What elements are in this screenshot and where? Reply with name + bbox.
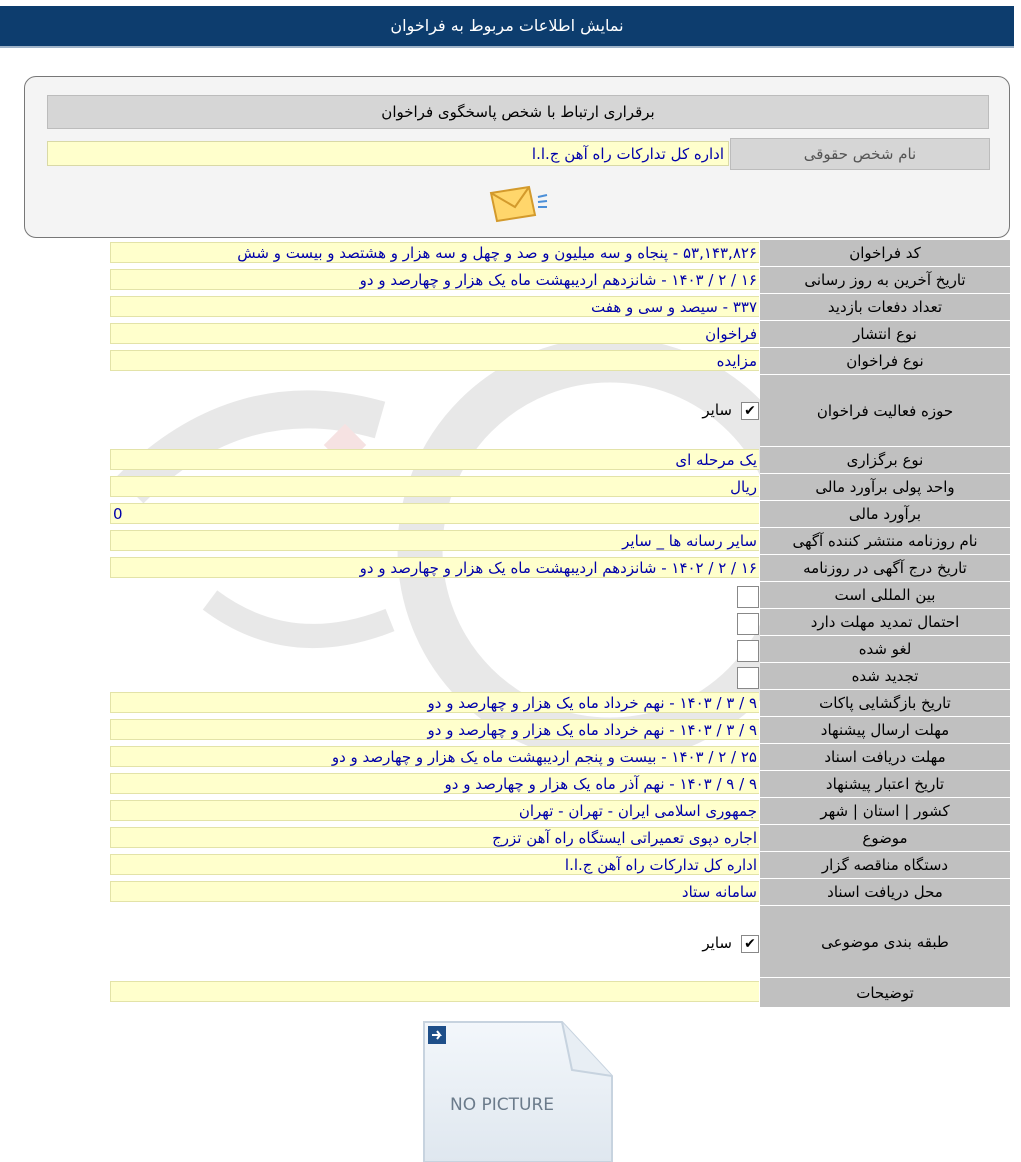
page-header: نمایش اطلاعات مربوط به فراخوان — [0, 6, 1014, 48]
contact-heading: برقراری ارتباط با شخص پاسخگوی فراخوان — [47, 95, 989, 129]
cancelled-checkbox[interactable] — [737, 640, 759, 662]
row-activity — [110, 374, 1010, 446]
row-visits — [110, 293, 1010, 320]
row-location — [110, 797, 1010, 824]
row-code — [110, 239, 1010, 266]
row-currency — [110, 473, 1010, 500]
row-hold-type — [110, 446, 1010, 473]
field-label: طبقه بندی موضوعی — [760, 905, 1010, 977]
row-news-date — [110, 554, 1010, 581]
field-value: ۳۳۷ - سیصد و سی و هفت — [110, 296, 759, 317]
activity-checkbox[interactable]: ✔ — [741, 402, 759, 420]
row-estimate — [110, 500, 1010, 527]
field-label: واحد پولی برآورد مالی — [760, 473, 1010, 500]
international-checkbox[interactable] — [737, 586, 759, 608]
field-label: توضیحات — [760, 977, 1010, 1007]
field-label: احتمال تمدید مهلت دارد — [760, 608, 1010, 635]
row-organizer — [110, 851, 1010, 878]
field-label: تاریخ اعتبار پیشنهاد — [760, 770, 1010, 797]
contact-value: اداره کل تدارکات راه آهن ج.ا.ا — [47, 141, 729, 166]
field-label: نوع برگزاری — [760, 446, 1010, 473]
row-international — [110, 581, 1010, 608]
field-label: تاریخ بازگشایی پاکات — [760, 689, 1010, 716]
row-validity — [110, 770, 1010, 797]
row-renewed — [110, 662, 1010, 689]
field-value: ۹ / ۳ / ۱۴۰۳ - نهم خرداد ماه یک هزار و چهارصد و دو — [110, 719, 759, 740]
field-label: برآورد مالی — [760, 500, 1010, 527]
field-label: لغو شده — [760, 635, 1010, 662]
field-label: مهلت دریافت اسناد — [760, 743, 1010, 770]
field-value: ۹ / ۹ / ۱۴۰۳ - نهم آذر ماه یک هزار و چهارصد و دو — [110, 773, 759, 794]
field-label: کشور | استان | شهر — [760, 797, 1010, 824]
field-value: ریال — [110, 476, 759, 497]
row-opening — [110, 689, 1010, 716]
field-label: تجدید شده — [760, 662, 1010, 689]
field-label: نام روزنامه منتشر کننده آگهی — [760, 527, 1010, 554]
row-extension — [110, 608, 1010, 635]
activity-option-label: سایر — [702, 401, 732, 419]
field-value: ۹ / ۳ / ۱۴۰۳ - نهم خرداد ماه یک هزار و چهارصد و دو — [110, 692, 759, 713]
field-value: اداره کل تدارکات راه آهن ج.ا.ا — [110, 854, 759, 875]
field-label: کد فراخوان — [760, 239, 1010, 266]
field-label: مهلت ارسال پیشنهاد — [760, 716, 1010, 743]
field-label: تاریخ درج آگهی در روزنامه — [760, 554, 1010, 581]
row-send-deadline — [110, 716, 1010, 743]
no-picture-text: NO PICTURE — [449, 1095, 555, 1115]
row-updated — [110, 266, 1010, 293]
renewed-checkbox[interactable] — [737, 667, 759, 689]
no-picture-placeholder — [422, 1020, 614, 1162]
row-newspaper — [110, 527, 1010, 554]
field-label: دستگاه مناقصه گزار — [760, 851, 1010, 878]
row-doc-deadline — [110, 743, 1010, 770]
field-value — [110, 981, 759, 1002]
field-value: ۱۶ / ۲ / ۱۴۰۲ - شانزدهم اردیبهشت ماه یک هزار و چهارصد و دو — [110, 557, 759, 578]
field-value: مزایده — [110, 350, 759, 371]
field-label: نوع فراخوان — [760, 347, 1010, 374]
field-label: بین المللی است — [760, 581, 1010, 608]
field-value: سامانه ستاد — [110, 881, 759, 902]
field-value: جمهوری اسلامی ایران - تهران - تهران — [110, 800, 759, 821]
row-call-type — [110, 347, 1010, 374]
category-checkbox[interactable]: ✔ — [741, 935, 759, 953]
field-value: فراخوان — [110, 323, 759, 344]
row-notes — [110, 977, 1010, 1007]
extension-checkbox[interactable] — [737, 613, 759, 635]
category-option-label: سایر — [702, 934, 732, 952]
row-pub-type — [110, 320, 1010, 347]
row-cancelled — [110, 635, 1010, 662]
field-value: 0 — [110, 503, 759, 524]
field-label: تعداد دفعات بازدید — [760, 293, 1010, 320]
field-label: محل دریافت اسناد — [760, 878, 1010, 905]
row-subject — [110, 824, 1010, 851]
contact-label: نام شخص حقوقی — [730, 138, 990, 170]
field-value: یک مرحله ای — [110, 449, 759, 470]
row-doc-place — [110, 878, 1010, 905]
field-value: اجاره دپوی تعمیراتی ایستگاه راه آهن تزرج — [110, 827, 759, 848]
field-label: نوع انتشار — [760, 320, 1010, 347]
field-value: سایر رسانه ها _ سایر — [110, 530, 759, 551]
field-value: ۱۶ / ۲ / ۱۴۰۳ - شانزدهم اردیبهشت ماه یک هزار و چهارصد و دو — [110, 269, 759, 290]
row-category — [110, 905, 1010, 977]
field-label: حوزه فعالیت فراخوان — [760, 374, 1010, 446]
field-label: موضوع — [760, 824, 1010, 851]
field-value: ۵۳,۱۴۳,۸۲۶ - پنجاه و سه میلیون و صد و چهل و سه هزار و هشتصد و بیست و شش — [110, 242, 759, 263]
field-value: ۲۵ / ۲ / ۱۴۰۳ - بیست و پنجم اردیبهشت ماه یک هزار و چهارصد و دو — [110, 746, 759, 767]
field-label: تاریخ آخرین به روز رسانی — [760, 266, 1010, 293]
